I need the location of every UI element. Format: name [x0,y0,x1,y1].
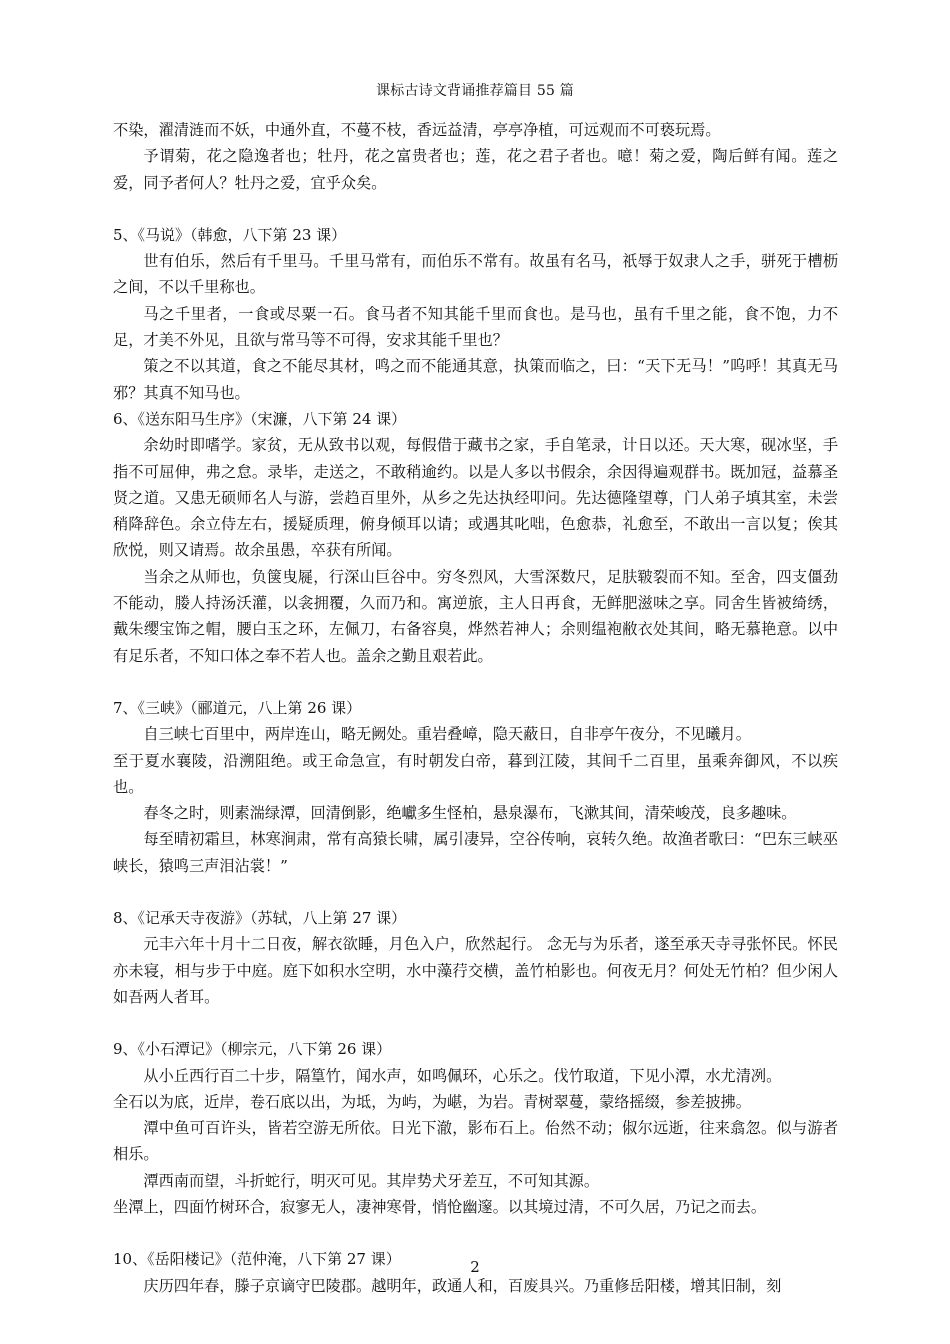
section-gap [113,1010,838,1036]
section-title: 7、《三峡》（郦道元，八上第 26 课） [113,698,362,717]
paragraph: 春冬之时，则素湍绿潭，回清倒影，绝巘多生怪柏，悬泉瀑布，飞漱其间，清荣峻茂，良多趣味。 [143,804,797,823]
page-number: 2 [470,1258,480,1276]
section-gap [113,669,838,695]
paragraph: 潭中鱼可百许头，皆若空游无所依。日光下澈，影布石上。佁然不动；俶尔远逝，往来翕忽。似与游者相乐。 [113,1119,838,1164]
section-title: 6、《送东阳马生序》（宋濂，八下第 24 课） [113,409,407,428]
paragraph: 每至晴初霜旦，林寒涧肃，常有高猿长啸，属引凄异，空谷传响，哀转久绝。故渔者歌曰：“巴东三峡巫峡长，猿鸣三声泪沾裳！” [113,830,838,875]
section-gap [113,879,838,905]
paragraph: 策之不以其道，食之不能尽其材，鸣之而不能通其意，执策而临之，曰：“天下无马！”呜呼！其真无马邪？其真不知马也。 [113,357,838,402]
paragraph: 马之千里者，一食或尽粟一石。食马者不知其能千里而食也。是马也，虽有千里之能，食不饱，力不足，才美不外见，且欲与常马等不可得，安求其能千里也？ [113,304,838,350]
paragraph: 坐潭上，四面竹树环合，寂寥无人，凄神寒骨，悄怆幽邃。以其境过清，不可久居，乃记之而去。 [113,1197,767,1216]
section-title: 5、《马说》（韩愈，八下第 23 课） [113,225,347,244]
paragraph: 至于夏水襄陵，沿溯阻绝。或王命急宣，有时朝发白帝，暮到江陵，其间千二百里，虽乘奔御风，不以疾也。 [113,751,838,796]
paragraph: 庆历四年春，滕子京谪守巴陵郡。越明年，政通人和，百废具兴。乃重修岳阳楼，增其旧制，刻 [143,1276,782,1295]
paragraph: 世有伯乐，然后有千里马。千里马常有，而伯乐不常有。故虽有名马，祇辱于奴隶人之手，骈死于槽枥之间，不以千里称也。 [113,252,838,297]
paragraph: 余幼时即嗜学。家贫，无从致书以观，每假借于藏书之家，手自笔录，计日以还。天大寒，砚冰坚，手指不可屈伸，弗之怠。录毕，走送之，不敢稍逾约。以是人多以书假余，余因得遍观群书。既加冠，益慕圣贤之道。又患无硕师名人与游，尝趋百里外，从乡之先达执经叩问。先达德隆望尊，门人弟子填其室，未尝稍降辞色。余立侍左右，援疑质理，俯身倾耳以请；或遇其叱咄，色愈恭，礼愈至，不敢出一言以复；俟其欣悦，则又请焉。故余虽愚，卒获有所闻。 [113,436,838,560]
paragraph: 元丰六年十月十二日夜，解衣欲睡，月色入户，欣然起行。 念无与为乐者，遂至承天寺寻张怀民。怀民亦未寝，相与步于中庭。庭下如积水空明，水中藻荇交横，盖竹柏影也。何夜无月？何处无竹柏？但少闲人如吾两人者耳。 [113,935,838,1006]
section-gap [113,196,838,222]
paragraph: 当余之从师也，负箧曳屣，行深山巨谷中。穷冬烈风，大雪深数尺，足肤皲裂而不知。至舍，四支僵劲不能动，媵人持汤沃灌，以衾拥覆，久而乃和。寓逆旅，主人日再食，无鲜肥滋味之享。同舍生皆被绮绣，戴朱缨宝饰之帽，腰白玉之环，左佩刀，右备容臭，烨然若神人；余则缊袍敝衣处其间，略无慕艳意。以中有足乐者，不知口体之奉不若人也。盖余之勤且艰若此。 [113,567,838,665]
paragraph: 全石以为底，近岸，卷石底以出，为坻，为屿，为嵁，为岩。青树翠蔓，蒙络摇缀，参差披拂。 [113,1092,751,1111]
paragraph: 予谓菊，花之隐逸者也；牡丹，花之富贵者也；莲，花之君子者也。噫！菊之爱，陶后鲜有闻。莲之爱，同予者何人？牡丹之爱，宜乎众矣。 [113,147,838,192]
section-title: 8、《记承天寺夜游》（苏轼，八上第 27 课） [113,909,407,928]
page-header: 课标古诗文背诵推荐篇目 55 篇 [376,83,574,99]
document-body [113,117,838,1299]
paragraph: 潭西南而望，斗折蛇行，明灭可见。其岸势犬牙差互，不可知其源。 [143,1171,600,1190]
section-gap [113,1220,838,1246]
paragraph: 不染，濯清涟而不妖，中通外直，不蔓不枝，香远益清，亭亭净植，可远观而不可亵玩焉。 [113,121,721,139]
section-title: 9、《小石潭记》（柳宗元，八下第 26 课） [113,1040,392,1059]
paragraph: 自三峡七百里中，两岸连山，略无阙处。重岩叠嶂，隐天蔽日，自非亭午夜分，不见曦月。 [143,725,751,744]
paragraph: 从小丘西行百二十步，隔篁竹，闻水声，如鸣佩环，心乐之。伐竹取道，下见小潭，水尤清冽。 [143,1066,782,1085]
section-title: 10、《岳阳楼记》（范仲淹，八下第 27 课） [113,1250,401,1269]
